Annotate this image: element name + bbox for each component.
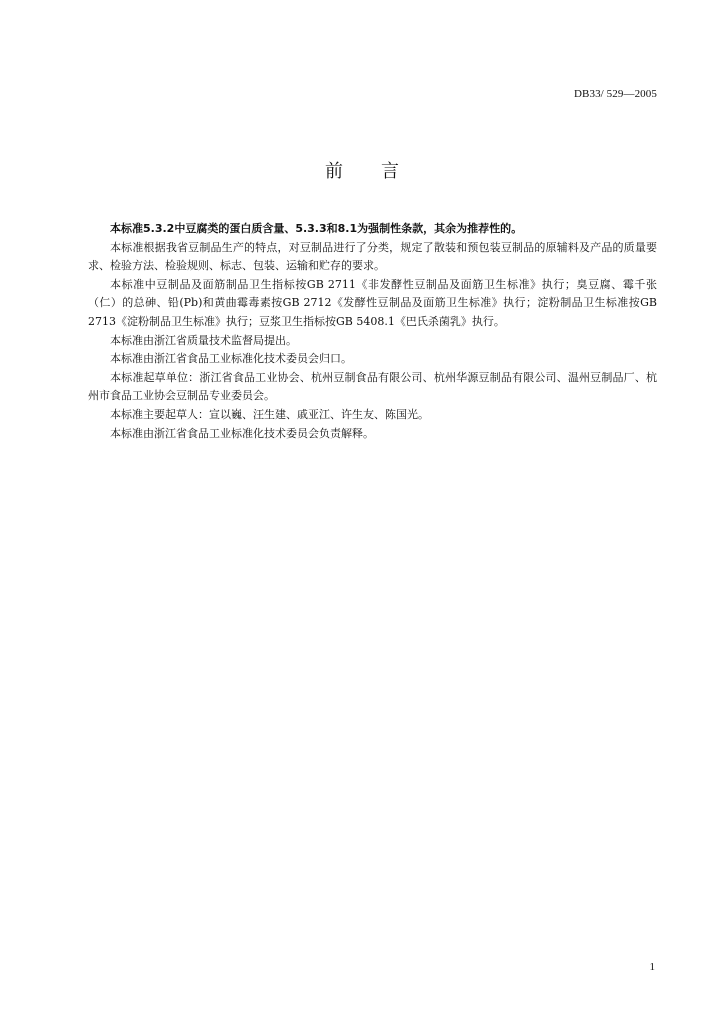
scope-paragraph: 本标准根据我省豆制品生产的特点，对豆制品进行了分类，规定了散装和预包装豆制品的原辅料及产品的质量要求、检验方法、检验规则、标志、包装、运输和贮存的要求。	[88, 240, 657, 273]
hygiene-standards-paragraph: 本标准中豆制品及面筋制品卫生指标按GB 2711《非发酵性豆制品及面筋卫生标准》执行；臭豆腐、霉千张（仁）的总砷、铅(Pb)和黄曲霉毒素按GB 2712《发酵性豆制品及面筋卫生标准》执行；淀粉制品卫生标准按GB 2713《淀粉制品卫生标准》执行；豆浆卫生指标按GB 5408.1《巴氏杀菌乳》执行。	[88, 277, 657, 328]
document-code: DB33/ 529—2005	[574, 88, 657, 100]
page-title	[0, 157, 724, 183]
drafting-units-paragraph: 本标准起草单位：浙江省食品工业协会、杭州豆制食品有限公司、杭州华源豆制品有限公司、温州豆制品厂、杭州市食品工业协会豆制品专业委员会。	[88, 370, 657, 403]
drafters-paragraph: 本标准主要起草人：宣以巍、汪生建、戚亚江、许生友、陈国光。	[110, 407, 429, 421]
proposer-paragraph: 本标准由浙江省质量技术监督局提出。	[110, 333, 297, 347]
page-number: 1	[649, 961, 655, 973]
technical-committee-paragraph: 本标准由浙江省食品工业标准化技术委员会归口。	[110, 352, 352, 366]
mandatory-clause-paragraph: 本标准5.3.2中豆腐类的蛋白质含量、5.3.3和8.1为强制性条款，其余为推荐性的。	[110, 222, 523, 235]
interpretation-paragraph: 本标准由浙江省食品工业标准化技术委员会负责解释。	[110, 426, 374, 440]
title-char-2: 言	[381, 161, 399, 182]
foreword-body	[88, 220, 657, 443]
title-char-1: 前	[325, 161, 343, 182]
